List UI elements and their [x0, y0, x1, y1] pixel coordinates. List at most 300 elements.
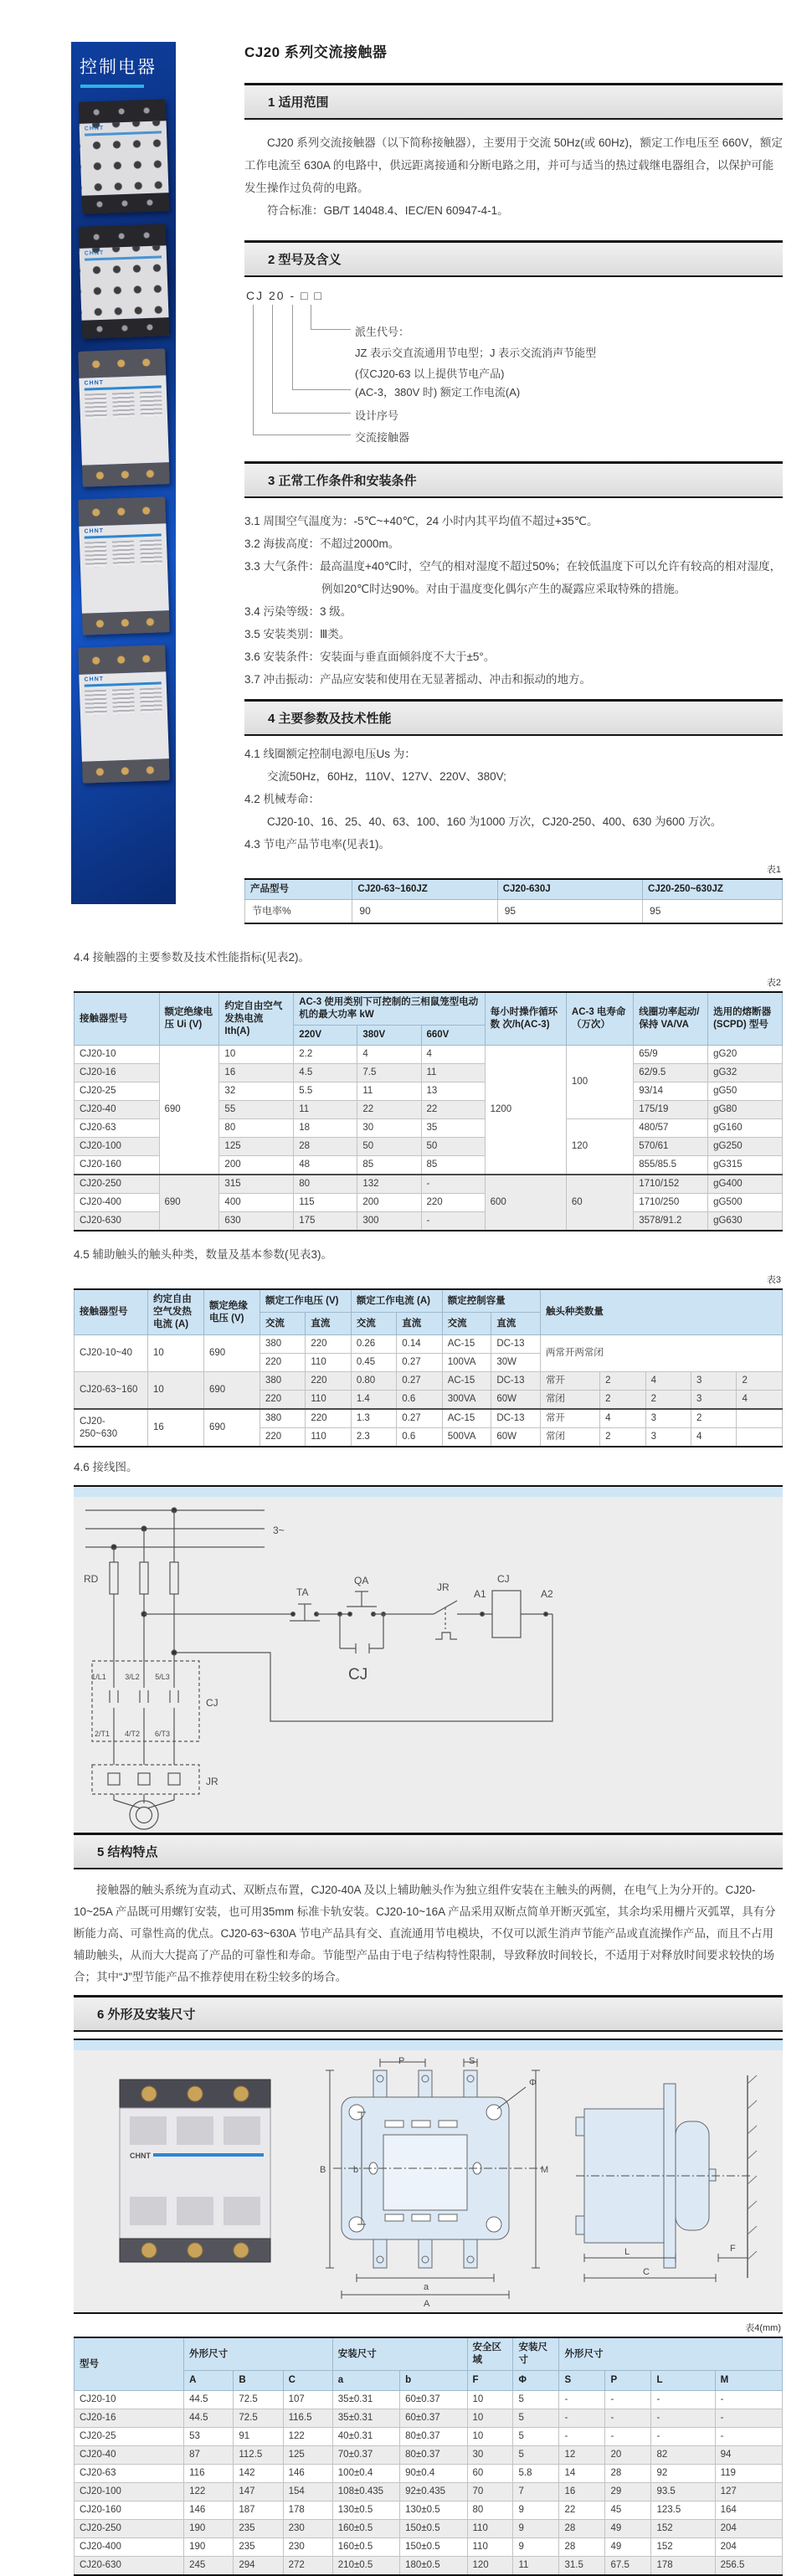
table-cell: 4 [421, 1046, 485, 1064]
brand-stripe [85, 131, 162, 136]
table2-tag: 表2 [766, 978, 781, 988]
table-header-cell: AC-3 电寿命（万次） [566, 992, 633, 1046]
table-cell: 85 [421, 1156, 485, 1175]
main-content-upper [244, 0, 783, 924]
table-cell: 294 [234, 2557, 283, 2576]
table-cell: - [651, 2391, 715, 2409]
table-cell: 31.5 [559, 2557, 605, 2576]
table-header-cell: S [559, 2371, 605, 2391]
table-cell [737, 1428, 783, 1447]
table-cell: 3578/91.2 [634, 1212, 708, 1231]
table-header-cell: 直流 [397, 1313, 442, 1335]
table-cell: - [651, 2428, 715, 2446]
table-header-cell: a [332, 2371, 399, 2391]
table-cell: 92 [651, 2465, 715, 2483]
contactor-body [79, 375, 169, 465]
table-cell: 400 [219, 1194, 294, 1212]
contactor-terminals-bottom [81, 317, 169, 339]
table-header-cell: 380V [357, 1026, 421, 1046]
table-cell: 3 [691, 1372, 737, 1391]
table-header-cell: 接触器型号 [75, 1289, 148, 1335]
table-cell: 1710/250 [634, 1194, 708, 1212]
table-cell: CJ20-63 [75, 1119, 160, 1138]
table-cell: 690 [203, 1335, 260, 1372]
section-6-header: 6 外形及安装尺寸 [74, 1995, 783, 2032]
table-cell: gG32 [708, 1064, 783, 1082]
table-cell: 100±0.4 [332, 2465, 399, 2483]
table-cell: 300 [357, 1212, 421, 1231]
table-cell: - [421, 1175, 485, 1194]
table-header-cell: 型号 [75, 2337, 184, 2391]
table-cell: 常闭 [540, 1428, 599, 1447]
table-cell: 0.45 [351, 1354, 396, 1372]
table-cell: 10 [467, 2428, 513, 2446]
table-cell: 220 [421, 1194, 485, 1212]
table-cell: 2.3 [351, 1428, 396, 1447]
table-cell: 4 [357, 1046, 421, 1064]
table-cell: 22 [559, 2501, 605, 2520]
table-cell: 93/14 [634, 1082, 708, 1101]
table-cell: 常开 [540, 1372, 599, 1391]
table-cell: 119 [715, 2465, 782, 2483]
table-cell: 200 [357, 1194, 421, 1212]
contactor-terminals-top [78, 496, 166, 527]
table-cell: 两常开两常闭 [540, 1335, 782, 1372]
table-cell: 3 [645, 1428, 691, 1447]
callout-line [253, 305, 351, 435]
table-cell: 110 [467, 2538, 513, 2557]
table-cell: - [421, 1212, 485, 1231]
table-cell: 70 [467, 2483, 513, 2501]
table-cell: 690 [159, 1046, 219, 1175]
table-cell: 110 [306, 1391, 351, 1410]
main-parameters-table [74, 991, 783, 1231]
contactor-terminals-bottom [81, 193, 169, 214]
model-label-note: (仅CJ20-63 以上提供节电产品) [355, 368, 505, 380]
auxiliary-contacts-table [74, 1288, 783, 1447]
terminal-l2: 3/L2 [125, 1673, 140, 1681]
table-cell: 220 [306, 1372, 351, 1391]
table-header-cell: 每小时操作循环数 次/h(AC-3) [485, 992, 566, 1046]
table-header-cell: 额定工作电压 (V) [260, 1289, 351, 1313]
table-cell: 80±0.37 [400, 2428, 467, 2446]
dim-l-label: L [624, 2247, 630, 2257]
table-cell: 150±0.5 [400, 2538, 467, 2557]
table-cell: 110 [467, 2520, 513, 2538]
table-cell: 5 [513, 2428, 559, 2446]
table-cell: CJ20-250 [75, 2520, 184, 2538]
para-4-2-values: CJ20-10、16、25、40、63、100、160 为1000 万次，CJ20-250、400、630 为600 万次。 [267, 815, 722, 828]
table-cell: 245 [184, 2557, 234, 2576]
table-cell: 10 [467, 2409, 513, 2428]
brand-label: CHNT [130, 2152, 151, 2160]
table-cell: 315 [219, 1175, 294, 1194]
table-cell: CJ20-250 [75, 1175, 160, 1194]
condition-item: 3.1 周围空气温度为：-5℃~+40℃，24 小时内其平均值不超过+35℃。 [244, 515, 599, 527]
para-4-1-values: 交流50Hz，60Hz，110V、127V、220V、380V; [267, 770, 506, 783]
table-cell: 380 [260, 1335, 305, 1354]
table-header-cell: B [234, 2371, 283, 2391]
energy-saving-table [244, 878, 783, 924]
table-header-cell: 额定绝缘电压 Ui (V) [159, 992, 219, 1046]
table-cell: 178 [283, 2501, 332, 2520]
condition-item: 3.5 安装类别：Ⅲ类。 [244, 628, 351, 640]
table-cell: 180±0.5 [400, 2557, 467, 2576]
table-cell: 4 [691, 1428, 737, 1447]
contactor-terminals-top [78, 348, 166, 378]
table-cell: 11 [421, 1064, 485, 1082]
table-cell: CJ20-630 [75, 2557, 184, 2576]
table-cell: 190 [184, 2520, 234, 2538]
terminal-l1: 1/L1 [91, 1673, 106, 1681]
table-cell: 122 [283, 2428, 332, 2446]
table-cell: 690 [203, 1372, 260, 1410]
dim-a-upper-label: A [424, 2299, 430, 2309]
terminal-t3: 6/T3 [154, 1730, 171, 1738]
table-cell: 44.5 [184, 2409, 234, 2428]
table-header-cell: 交流 [260, 1313, 305, 1335]
data-table [74, 1288, 783, 1447]
table-cell: 60 [467, 2465, 513, 2483]
table-cell: 0.26 [351, 1335, 396, 1354]
table-cell: 50 [357, 1138, 421, 1156]
stop-button-label: TA [296, 1586, 309, 1598]
wiring-diagram-panel [74, 1497, 783, 1833]
table-cell: 62/9.5 [634, 1064, 708, 1082]
outline-drawing-panel [74, 2050, 783, 2314]
contactor-vents [84, 391, 162, 419]
table-cell: CJ20-10 [75, 2391, 184, 2409]
table-cell: 178 [651, 2557, 715, 2576]
dimensions-table [74, 2337, 783, 2576]
thermal-relay-label: JR [206, 1776, 218, 1787]
table-cell: - [605, 2409, 651, 2428]
table-cell: 122 [184, 2483, 234, 2501]
condition-item: 3.2 海拔高度：不超过2000m。 [244, 537, 400, 550]
section-1-header: 1 适用范围 [244, 83, 783, 120]
table-cell: 80±0.37 [400, 2446, 467, 2465]
table-header-cell: 220V [294, 1026, 357, 1046]
dim-m-label: M [541, 2165, 549, 2175]
brand-stripe [84, 681, 161, 686]
table-header-cell: b [400, 2371, 467, 2391]
table-cell: 600 [485, 1175, 566, 1231]
table-header-cell: 额定工作电流 (A) [351, 1289, 442, 1313]
table-cell: - [559, 2428, 605, 2446]
contactor-photo [78, 348, 170, 487]
table-cell: 146 [283, 2465, 332, 2483]
standards-line: 符合标准：GB/T 14048.4、IEC/EN 60947-4-1。 [267, 204, 509, 217]
table-cell: 72.5 [234, 2409, 283, 2428]
table-cell: CJ20-16 [75, 2409, 184, 2428]
table-header-cell: AC-3 使用类别下可控制的三相鼠笼型电动机的最大功率 kW [294, 992, 485, 1026]
table-cell: CJ20-10 [75, 1046, 160, 1064]
category-sidebar [71, 42, 176, 904]
table-cell: 30 [467, 2446, 513, 2465]
condition-item: 3.6 安装条件：安装面与垂直面倾斜度不大于±5°。 [244, 650, 496, 663]
table-cell: 0.27 [397, 1409, 442, 1428]
start-button-label: QA [354, 1575, 369, 1586]
table-cell: 60W [491, 1391, 541, 1410]
table-header-cell: L [651, 2371, 715, 2391]
table-cell: 5 [513, 2391, 559, 2409]
table-cell: 常闭 [540, 1391, 599, 1410]
table-cell: DC-13 [491, 1372, 541, 1391]
table-cell: 200 [219, 1156, 294, 1175]
main-content-lower [74, 946, 783, 2576]
table-cell: 85 [357, 1156, 421, 1175]
main-contacts-label: CJ [206, 1697, 218, 1709]
table-cell: 0.27 [397, 1372, 442, 1391]
table-cell: 3 [645, 1409, 691, 1428]
table-cell: 67.5 [605, 2557, 651, 2576]
table-cell: AC-15 [442, 1372, 491, 1391]
coil-a1-label: A1 [474, 1588, 486, 1600]
table-cell: CJ20-63 [75, 2465, 184, 2483]
wiring-band [74, 1485, 783, 1497]
contactor-body [79, 121, 168, 196]
table-header-cell: 额定控制容量 [442, 1289, 540, 1313]
table-cell: 2 [691, 1409, 737, 1428]
table-cell: gG250 [708, 1138, 783, 1156]
table-cell: 230 [283, 2538, 332, 2557]
table-cell: CJ20-10~40 [75, 1335, 148, 1372]
category-title: 控制电器 [80, 58, 157, 77]
table-cell: 4.5 [294, 1064, 357, 1082]
table-cell: 220 [306, 1335, 351, 1354]
table-cell: 11 [357, 1082, 421, 1101]
dim-p-label: P [398, 2056, 405, 2066]
dim-b-upper-label: B [320, 2165, 326, 2175]
table-cell: 91 [234, 2428, 283, 2446]
table-cell: CJ20-160 [75, 1156, 160, 1175]
table-cell: 204 [715, 2520, 782, 2538]
table-cell: 50 [421, 1138, 485, 1156]
table-cell: 175 [294, 1212, 357, 1231]
table-cell: 35±0.31 [332, 2409, 399, 2428]
table-cell: 5 [513, 2446, 559, 2465]
table-header-cell: 安全区域 [467, 2337, 513, 2371]
table-cell: 220 [306, 1409, 351, 1428]
table-cell: CJ20-25 [75, 1082, 160, 1101]
table-header-cell: 660V [421, 1026, 485, 1046]
table-cell: 28 [559, 2520, 605, 2538]
table-cell: 35 [421, 1119, 485, 1138]
table-cell: 80 [219, 1119, 294, 1138]
section-3-header: 3 正常工作条件和安装条件 [244, 461, 783, 498]
table-cell: 22 [357, 1101, 421, 1119]
table-header-cell: 外形尺寸 [559, 2337, 783, 2371]
table-cell: 49 [605, 2520, 651, 2538]
table-cell: 5.5 [294, 1082, 357, 1101]
table-cell: 130±0.5 [400, 2501, 467, 2520]
table-header-cell: CJ20-63~160JZ [352, 879, 497, 900]
table-cell: 120 [566, 1119, 633, 1175]
dim-a-lower-label: a [424, 2282, 429, 2292]
table-cell: gG80 [708, 1101, 783, 1119]
relay-contact-label: JR [437, 1581, 450, 1593]
table-cell: CJ20-100 [75, 2483, 184, 2501]
table-cell: 10 [147, 1372, 203, 1410]
table-cell: 154 [283, 2483, 332, 2501]
table-cell: 120 [467, 2557, 513, 2576]
table-header-cell: M [715, 2371, 782, 2391]
table-cell: 175/19 [634, 1101, 708, 1119]
table-cell: 29 [605, 2483, 651, 2501]
table-header-cell: P [605, 2371, 651, 2391]
section-5-header: 5 结构特点 [74, 1833, 783, 1869]
contactor-terminals-bottom [81, 758, 169, 784]
contactor-body [79, 523, 169, 614]
table-cell: 72.5 [234, 2391, 283, 2409]
table-cell: 55 [219, 1101, 294, 1119]
table3-tag: 表3 [766, 1275, 781, 1285]
table-cell: - [559, 2409, 605, 2428]
table-header-cell: C [283, 2371, 332, 2391]
table-cell: 48 [294, 1156, 357, 1175]
table-cell: 855/85.5 [634, 1156, 708, 1175]
contactor-photo [78, 645, 170, 784]
table-cell: 22 [421, 1101, 485, 1119]
table-cell: 93.5 [651, 2483, 715, 2501]
dim-f-label: F [730, 2244, 736, 2254]
table-cell: 65/9 [634, 1046, 708, 1064]
table-cell: 16 [147, 1409, 203, 1447]
table-header-cell: 交流 [442, 1313, 491, 1335]
table-cell: 28 [605, 2465, 651, 2483]
table-cell: 1710/152 [634, 1175, 708, 1194]
table-cell: 35±0.31 [332, 2391, 399, 2409]
table-cell: 60 [566, 1175, 633, 1231]
table-cell: 690 [159, 1175, 219, 1231]
table-cell: - [559, 2391, 605, 2409]
table-cell: CJ20-630 [75, 1212, 160, 1231]
table-cell: 0.6 [397, 1428, 442, 1447]
table-cell: 80 [294, 1175, 357, 1194]
table-cell: - [715, 2428, 782, 2446]
table-header-cell: 接触器型号 [75, 992, 160, 1046]
table-cell: 10 [467, 2391, 513, 2409]
contactor-body [79, 671, 169, 762]
table-cell: CJ20-400 [75, 1194, 160, 1212]
table-cell: 44.5 [184, 2391, 234, 2409]
table-cell: 160±0.5 [332, 2520, 399, 2538]
table-cell: 187 [234, 2501, 283, 2520]
table-cell: 10 [219, 1046, 294, 1064]
table-cell: 132 [357, 1175, 421, 1194]
table-cell: 常开 [540, 1409, 599, 1428]
table-cell: 272 [283, 2557, 332, 2576]
table-cell: 18 [294, 1119, 357, 1138]
outline-drawing [74, 2050, 783, 2310]
table-cell: 300VA [442, 1391, 491, 1410]
para-4-6: 4.6 接线图。 [74, 1461, 138, 1473]
condition-item: 3.4 污染等级：3 级。 [244, 605, 352, 618]
conditions-list [244, 510, 783, 691]
table-cell: - [715, 2409, 782, 2428]
contactor-photo [78, 224, 169, 339]
contactor-photo [78, 99, 169, 214]
table-cell: gG400 [708, 1175, 783, 1194]
table-header-cell: 产品型号 [245, 879, 352, 900]
table-header-cell: CJ20-630J [497, 879, 642, 900]
table-cell: 210±0.5 [332, 2557, 399, 2576]
para-4-4: 4.4 接触器的主要参数及技术性能指标(见表2)。 [74, 951, 311, 964]
dim-s-label: S [469, 2056, 475, 2066]
phase-label: 3~ [273, 1525, 285, 1536]
brand-stripe [84, 533, 161, 538]
dim-b-lower-label: b [353, 2165, 359, 2175]
table-cell: 2 [645, 1391, 691, 1410]
contactor-terminals-top [78, 645, 166, 675]
table-header-cell: 约定自由空气发热电流 (A) [147, 1289, 203, 1335]
terminal-t1: 2/T1 [94, 1730, 110, 1738]
table-cell: AC-15 [442, 1335, 491, 1354]
table-cell: - [605, 2391, 651, 2409]
table-cell: 1.4 [351, 1391, 396, 1410]
table-cell: 70±0.37 [332, 2446, 399, 2465]
table-header-cell: A [184, 2371, 234, 2391]
category-title-underline [80, 85, 144, 88]
table-cell: CJ20-40 [75, 2446, 184, 2465]
table-cell: 500VA [442, 1428, 491, 1447]
table-cell: 142 [234, 2465, 283, 2483]
dim-phi-label: Φ [529, 2078, 537, 2088]
table-cell: gG630 [708, 1212, 783, 1231]
table-cell: gG160 [708, 1119, 783, 1138]
table-cell: 40±0.31 [332, 2428, 399, 2446]
table-cell: 60±0.37 [400, 2409, 467, 2428]
table-header-cell: Φ [513, 2371, 559, 2391]
table-cell: 49 [605, 2538, 651, 2557]
table-cell [737, 1409, 783, 1428]
table-header-cell: 安装尺寸 [513, 2337, 559, 2371]
table-cell: 95 [643, 900, 783, 924]
table-cell: 5.8 [513, 2465, 559, 2483]
table-cell: 28 [559, 2538, 605, 2557]
table-cell: 32 [219, 1082, 294, 1101]
table-cell: - [715, 2391, 782, 2409]
coil-label: CJ [497, 1573, 510, 1585]
table-cell: 16 [559, 2483, 605, 2501]
table-cell: 9 [513, 2538, 559, 2557]
model-label-ac-contactor: 交流接触器 [355, 431, 410, 444]
table1-tag: 表1 [766, 865, 781, 875]
table-cell: 230 [283, 2520, 332, 2538]
table-cell: 4 [737, 1391, 783, 1410]
table-cell: 4 [645, 1372, 691, 1391]
table-cell: CJ20-25 [75, 2428, 184, 2446]
table-cell: 20 [605, 2446, 651, 2465]
contactor-terminals-top [78, 224, 166, 249]
table-cell: 节电率% [245, 900, 352, 924]
brand-label: CHNT [84, 249, 104, 257]
table-cell: CJ20-250~630 [75, 1409, 148, 1447]
model-label-jz: JZ 表示交直流通用节电型；J 表示交流消声节能型 [355, 347, 597, 359]
table-cell: 9 [513, 2520, 559, 2538]
table-cell: 1200 [485, 1046, 566, 1175]
table-cell: 2 [600, 1391, 645, 1410]
brand-label: CHNT [83, 527, 104, 535]
data-table [74, 2337, 783, 2576]
table-header-cell: 外形尺寸 [184, 2337, 333, 2371]
brand-label: CHNT [84, 125, 104, 132]
table-cell: 7 [513, 2483, 559, 2501]
para-4-3: 4.3 节电产品节电率(见表1)。 [244, 838, 391, 851]
table-cell: 60±0.37 [400, 2391, 467, 2409]
table-cell: 3 [691, 1391, 737, 1410]
table-header-cell: 线圈功率起动/保持 VA/VA [634, 992, 708, 1046]
